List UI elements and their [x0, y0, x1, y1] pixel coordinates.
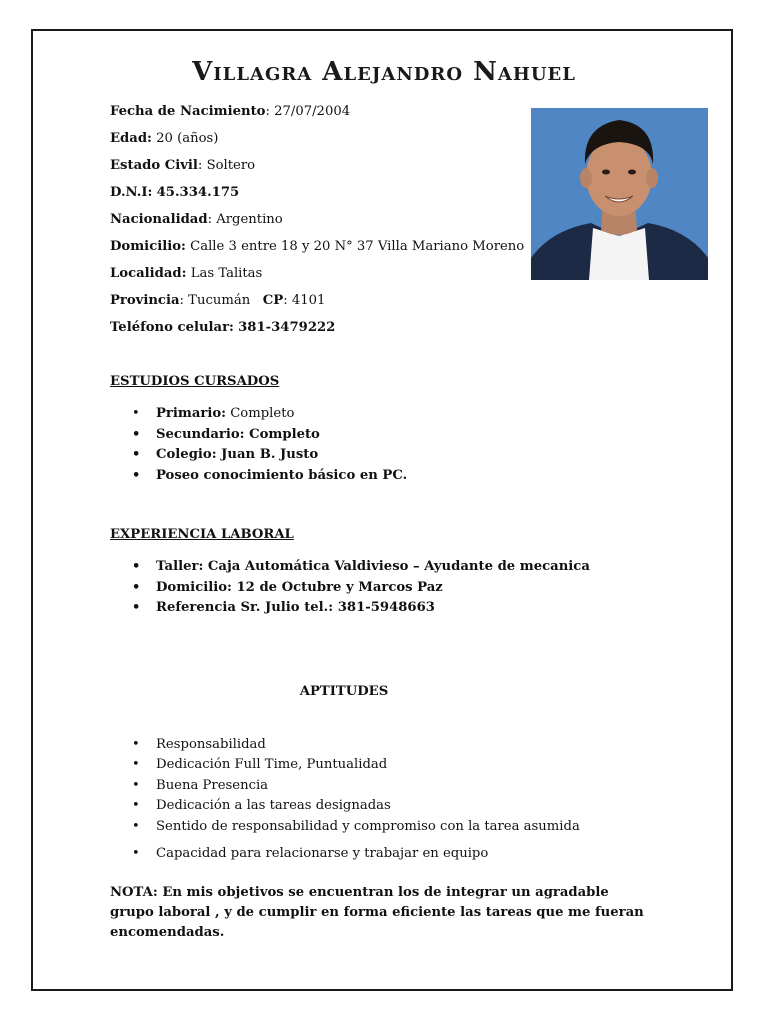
birth-date-value: 27/07/2004	[274, 104, 351, 119]
dni-label: D.N.I:	[110, 185, 153, 200]
nationality-row: Nacionalidad: Argentino	[110, 212, 283, 227]
address-row	[110, 239, 524, 255]
locality-label: Localidad:	[110, 266, 187, 281]
province-label: Provincia	[110, 293, 180, 308]
dni-row	[110, 185, 239, 201]
experience-item: • Referencia Sr. Julio tel.: 381-5948663	[156, 600, 435, 616]
studies-item-primary	[156, 406, 294, 422]
aptitude-item: • Dedicación Full Time, Puntualidad	[156, 757, 387, 773]
birth-date-label: Fecha de Nacimiento	[110, 104, 266, 119]
phone-row	[110, 320, 335, 336]
locality-row	[110, 266, 262, 282]
person-portrait-icon	[531, 108, 708, 280]
address-value: Calle 3 entre 18 y 20 N° 37 Villa Mariano Moreno	[190, 239, 525, 254]
age-row	[110, 131, 218, 147]
civil-status-row: Estado Civil: Soltero	[110, 158, 256, 173]
phone-value: 381-3479222	[238, 320, 336, 335]
province-row: Provincia: Tucumán CP: 4101	[110, 293, 326, 308]
civil-status-label: Estado Civil	[110, 158, 198, 173]
aptitude-item: • Buena Presencia	[156, 778, 268, 794]
studies-item-pc: • Poseo conocimiento básico en PC.	[156, 468, 407, 484]
dni-value: 45.334.175	[156, 185, 240, 200]
locality-value: Las Talitas	[190, 266, 263, 281]
age-value: 20 (años)	[156, 131, 219, 146]
birth-date-row: Fecha de Nacimiento: 27/07/2004	[110, 104, 351, 119]
aptitudes-heading: APTITUDES	[299, 684, 389, 699]
experience-item: • Taller: Caja Automática Valdivieso – Ayudante de mecanica	[156, 559, 590, 575]
studies-item-secondary: • Secundario: Completo	[156, 427, 320, 443]
page-title: Villagra Alejandro Nahuel	[192, 57, 576, 87]
experience-heading: EXPERIENCIA LABORAL	[110, 527, 294, 542]
aptitude-item: • Responsabilidad	[156, 737, 266, 753]
studies-heading: ESTUDIOS CURSADOS	[110, 374, 280, 389]
nationality-value: Argentino	[216, 212, 283, 227]
postal-code-value: 4101	[291, 293, 326, 308]
aptitude-item: • Capacidad para relacionarse y trabajar en equipo	[156, 846, 488, 862]
address-label: Domicilio:	[110, 239, 186, 254]
aptitude-item: • Sentido de responsabilidad y compromiso con la tarea asumida	[156, 819, 580, 835]
primary-value: Completo	[230, 406, 295, 421]
age-label: Edad:	[110, 131, 152, 146]
phone-label: Teléfono celular:	[110, 320, 234, 335]
nationality-label: Nacionalidad	[110, 212, 208, 227]
nota-paragraph: NOTA: En mis objetivos se encuentran los de integrar un agradable grupo laboral , y de cumplir en forma eficiente las tareas que me fueran encomendadas.	[110, 885, 644, 940]
profile-photo	[531, 108, 708, 280]
aptitude-item: • Dedicación a las tareas designadas	[156, 798, 391, 814]
civil-status-value: Soltero	[206, 158, 256, 173]
studies-item-school: • Colegio: Juan B. Justo	[156, 447, 318, 463]
experience-item: • Domicilio: 12 de Octubre y Marcos Paz	[156, 580, 443, 596]
province-value: Tucumán	[188, 293, 251, 308]
postal-code-label: CP	[262, 293, 284, 308]
primary-label: Primario:	[156, 406, 226, 421]
